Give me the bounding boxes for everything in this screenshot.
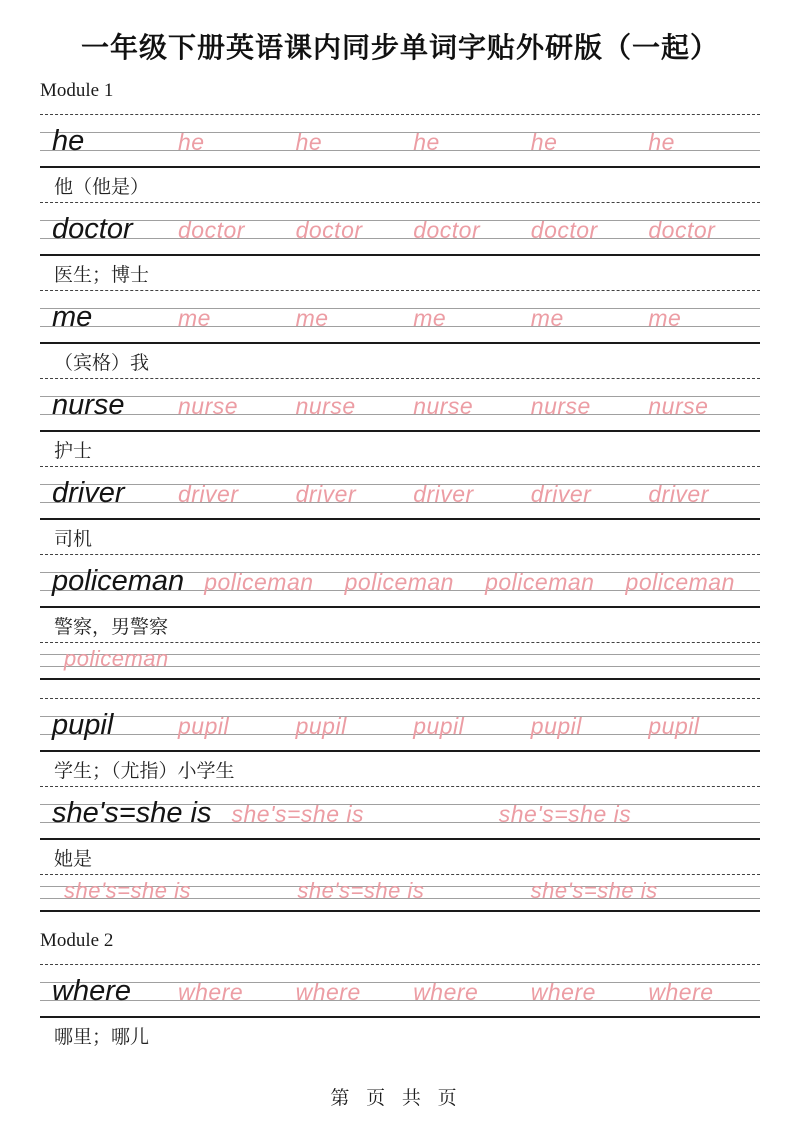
trace-word: policeman bbox=[625, 569, 735, 595]
extra-practice-line bbox=[40, 874, 760, 912]
trace-word: nurse bbox=[648, 393, 709, 419]
trace-word: where bbox=[178, 979, 244, 1005]
trace-word: doctor bbox=[413, 217, 481, 243]
worksheet-body bbox=[40, 80, 760, 1052]
source-word: policeman bbox=[52, 565, 185, 597]
word-entry bbox=[40, 114, 760, 202]
trace-word: she's=she is bbox=[498, 801, 632, 827]
source-word: she's=she is bbox=[52, 797, 212, 829]
module-heading: Module 2 bbox=[40, 930, 114, 951]
meaning-text: 他（他是） bbox=[54, 176, 150, 198]
word-entry bbox=[40, 964, 760, 1052]
source-word: driver bbox=[52, 477, 125, 509]
meaning-text: 司机 bbox=[54, 528, 93, 550]
trace-word: she's=she is bbox=[530, 878, 658, 903]
meaning-text: 护士 bbox=[54, 440, 93, 462]
trace-word: doctor bbox=[648, 217, 716, 243]
practice-words bbox=[40, 554, 760, 608]
word-entry bbox=[40, 466, 760, 554]
page-title: 一年级下册英语课内同步单词字贴外研版（一起） bbox=[80, 32, 719, 63]
trace-word: doctor bbox=[295, 217, 363, 243]
meaning-text: 警察，男警察 bbox=[54, 616, 169, 638]
practice-line bbox=[40, 290, 760, 344]
practice-line bbox=[40, 378, 760, 432]
trace-word: where bbox=[530, 979, 596, 1005]
trace-word: me bbox=[178, 305, 211, 331]
practice-words bbox=[40, 290, 760, 344]
trace-word: he bbox=[295, 129, 323, 155]
word-entry bbox=[40, 786, 760, 912]
trace-word: he bbox=[178, 129, 205, 155]
trace-word: driver bbox=[413, 481, 474, 507]
practice-line bbox=[40, 786, 760, 840]
trace-word: nurse bbox=[178, 393, 239, 419]
trace-word: driver bbox=[178, 481, 239, 507]
trace-word: policeman bbox=[64, 646, 169, 671]
practice-words bbox=[40, 378, 760, 432]
trace-word: where bbox=[648, 979, 714, 1005]
trace-word: pupil bbox=[295, 713, 347, 739]
trace-word: he bbox=[648, 129, 675, 155]
trace-word: pupil bbox=[530, 713, 582, 739]
trace-word: policeman bbox=[204, 569, 314, 595]
trace-word: me bbox=[648, 305, 682, 331]
word-entry bbox=[40, 554, 760, 680]
trace-word: doctor bbox=[178, 217, 245, 243]
trace-word: driver bbox=[295, 481, 357, 507]
meaning-text: 医生；博士 bbox=[54, 264, 150, 286]
meaning-text: 学生；（尤指）小学生 bbox=[54, 760, 235, 782]
word-entry bbox=[40, 202, 760, 290]
trace-word: nurse bbox=[530, 393, 591, 419]
trace-word: where bbox=[295, 979, 361, 1005]
source-word: me bbox=[52, 301, 93, 333]
trace-word: driver bbox=[530, 481, 592, 507]
word-entry bbox=[40, 378, 760, 466]
word-entry bbox=[40, 698, 760, 786]
module-heading: Module 1 bbox=[40, 80, 114, 101]
practice-line bbox=[40, 202, 760, 256]
page-footer: 第 页 共 页 bbox=[330, 1088, 463, 1109]
practice-words bbox=[40, 642, 760, 680]
trace-word: doctor bbox=[530, 217, 598, 243]
trace-word: where bbox=[413, 979, 479, 1005]
trace-word: policeman bbox=[344, 569, 454, 595]
practice-line bbox=[40, 554, 760, 608]
source-word: he bbox=[52, 125, 85, 157]
trace-word: me bbox=[295, 305, 329, 331]
trace-word: she's=she is bbox=[297, 878, 425, 903]
practice-words bbox=[40, 964, 760, 1018]
trace-word: nurse bbox=[413, 393, 474, 419]
trace-word: he bbox=[413, 129, 440, 155]
meaning-text: （宾格）我 bbox=[54, 352, 150, 374]
trace-word: she's=she is bbox=[64, 878, 191, 903]
trace-word: nurse bbox=[295, 393, 356, 419]
practice-words bbox=[40, 466, 760, 520]
practice-line bbox=[40, 114, 760, 168]
trace-word: me bbox=[530, 305, 564, 331]
trace-word: policeman bbox=[485, 569, 595, 595]
practice-words bbox=[40, 698, 760, 752]
source-word: doctor bbox=[52, 213, 133, 245]
trace-word: pupil bbox=[178, 713, 230, 739]
practice-words bbox=[40, 874, 760, 912]
practice-line bbox=[40, 698, 760, 752]
extra-practice-line bbox=[40, 642, 760, 680]
practice-words bbox=[40, 786, 760, 840]
trace-word: driver bbox=[648, 481, 709, 507]
source-word: where bbox=[52, 975, 131, 1007]
trace-word: pupil bbox=[413, 713, 465, 739]
source-word: nurse bbox=[52, 389, 125, 421]
meaning-text: 哪里；哪儿 bbox=[54, 1026, 150, 1048]
practice-line bbox=[40, 964, 760, 1018]
word-entry bbox=[40, 290, 760, 378]
practice-words bbox=[40, 114, 760, 168]
meaning-text: 她是 bbox=[54, 848, 93, 870]
trace-word: pupil bbox=[648, 713, 700, 739]
trace-word: me bbox=[413, 305, 447, 331]
source-word: pupil bbox=[52, 709, 114, 741]
practice-words bbox=[40, 202, 760, 256]
trace-word: she's=she is bbox=[231, 801, 364, 827]
trace-word: he bbox=[530, 129, 558, 155]
practice-line bbox=[40, 466, 760, 520]
